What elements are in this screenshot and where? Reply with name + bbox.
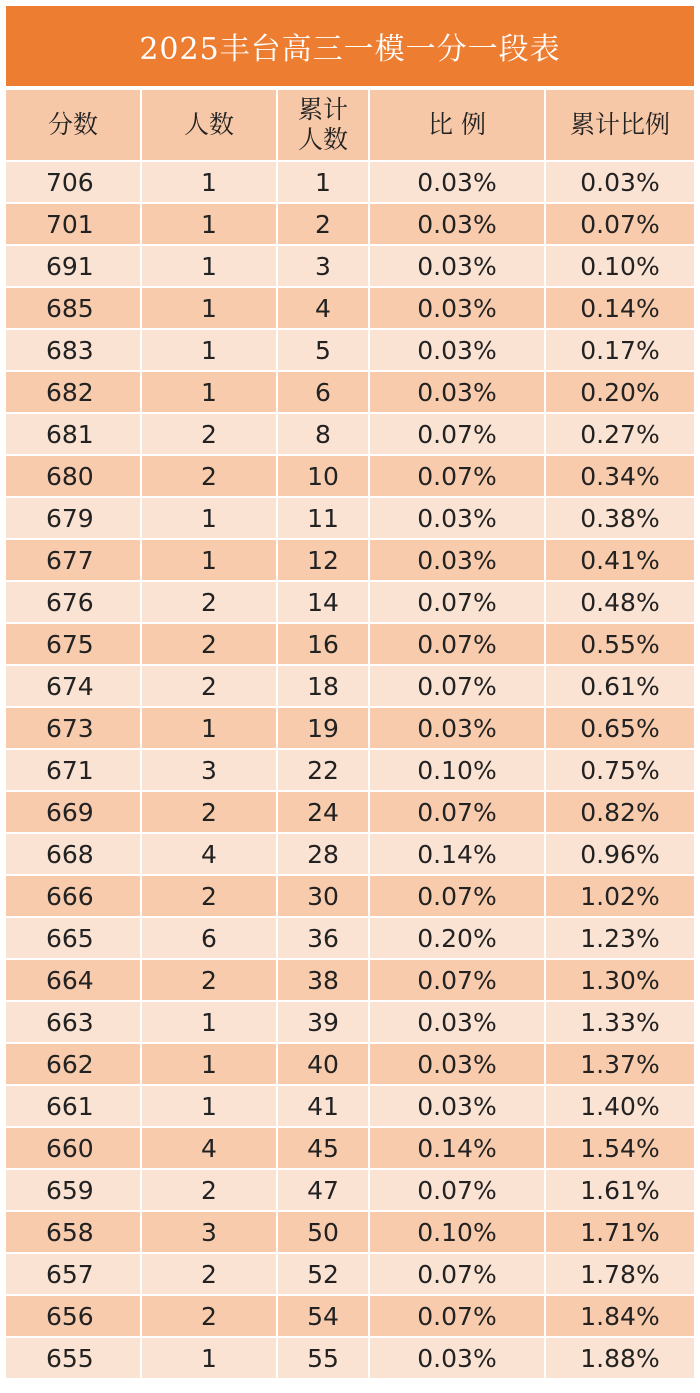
cell-cumulative: 38 [278,960,370,1002]
table-header [6,90,694,162]
cell-cumulative: 19 [278,708,370,750]
cell-count: 2 [142,1170,278,1212]
cell-score: 676 [6,582,142,624]
cell-score: 665 [6,918,142,960]
cell-count: 2 [142,960,278,1002]
cell-ratio: 0.03% [370,288,546,330]
cell-cumulative: 5 [278,330,370,372]
cell-cumulative-ratio: 0.34% [546,456,694,498]
cell-ratio: 0.03% [370,1338,546,1380]
table-row [6,1254,694,1296]
cell-ratio: 0.03% [370,204,546,246]
cell-count: 1 [142,246,278,288]
cell-count: 2 [142,624,278,666]
cell-cumulative-ratio: 1.40% [546,1086,694,1128]
table-row [6,1044,694,1086]
table-row [6,540,694,582]
cell-count: 1 [142,204,278,246]
cell-cumulative-ratio: 0.10% [546,246,694,288]
cell-count: 2 [142,582,278,624]
cell-cumulative-ratio: 1.30% [546,960,694,1002]
table-title: 2025丰台高三一模一分一段表 [6,6,694,86]
cell-ratio: 0.07% [370,414,546,456]
cell-score: 682 [6,372,142,414]
cell-score: 655 [6,1338,142,1380]
cell-cumulative: 28 [278,834,370,876]
cell-score: 669 [6,792,142,834]
cell-cumulative: 3 [278,246,370,288]
cell-score: 685 [6,288,142,330]
cell-count: 4 [142,1128,278,1170]
cell-score: 675 [6,624,142,666]
cell-score: 691 [6,246,142,288]
cell-cumulative-ratio: 0.14% [546,288,694,330]
table-row [6,876,694,918]
cell-ratio: 0.20% [370,918,546,960]
cell-ratio: 0.03% [370,330,546,372]
cell-ratio: 0.03% [370,372,546,414]
cell-score: 681 [6,414,142,456]
cell-count: 2 [142,1254,278,1296]
table-row [6,582,694,624]
cell-ratio: 0.03% [370,1086,546,1128]
cell-cumulative: 2 [278,204,370,246]
cell-cumulative: 22 [278,750,370,792]
cell-cumulative-ratio: 0.27% [546,414,694,456]
cell-cumulative: 16 [278,624,370,666]
cell-count: 2 [142,666,278,708]
header-cumulative-ratio: 累计比例 [546,90,694,162]
cell-score: 659 [6,1170,142,1212]
table-row [6,960,694,1002]
cell-count: 1 [142,498,278,540]
table-row [6,1086,694,1128]
cell-ratio: 0.07% [370,876,546,918]
cell-cumulative-ratio: 0.03% [546,162,694,204]
cell-score: 658 [6,1212,142,1254]
cell-count: 3 [142,1212,278,1254]
cell-cumulative-ratio: 1.54% [546,1128,694,1170]
cell-score: 706 [6,162,142,204]
table-body [6,162,694,1380]
cell-score: 660 [6,1128,142,1170]
cell-score: 701 [6,204,142,246]
cell-count: 2 [142,792,278,834]
cell-cumulative-ratio: 1.88% [546,1338,694,1380]
cell-count: 3 [142,750,278,792]
cell-score: 679 [6,498,142,540]
table-row [6,1338,694,1380]
cell-cumulative: 12 [278,540,370,582]
cell-cumulative-ratio: 0.75% [546,750,694,792]
cell-score: 674 [6,666,142,708]
cell-ratio: 0.10% [370,750,546,792]
cell-cumulative: 30 [278,876,370,918]
cell-count: 2 [142,1296,278,1338]
cell-score: 683 [6,330,142,372]
cell-score: 664 [6,960,142,1002]
cell-ratio: 0.14% [370,834,546,876]
cell-cumulative-ratio: 1.37% [546,1044,694,1086]
cell-cumulative: 47 [278,1170,370,1212]
cell-cumulative-ratio: 0.65% [546,708,694,750]
cell-cumulative: 50 [278,1212,370,1254]
cell-count: 2 [142,876,278,918]
cell-cumulative-ratio: 0.20% [546,372,694,414]
table-row [6,666,694,708]
cell-score: 677 [6,540,142,582]
cell-cumulative: 4 [278,288,370,330]
cell-count: 6 [142,918,278,960]
cell-score: 668 [6,834,142,876]
cell-cumulative: 1 [278,162,370,204]
header-cumulative-line2: 人数 [297,125,348,154]
cell-ratio: 0.07% [370,1254,546,1296]
cell-count: 2 [142,456,278,498]
cell-ratio: 0.07% [370,1170,546,1212]
cell-cumulative-ratio: 0.55% [546,624,694,666]
cell-ratio: 0.07% [370,960,546,1002]
cell-cumulative: 10 [278,456,370,498]
cell-score: 666 [6,876,142,918]
cell-cumulative: 41 [278,1086,370,1128]
cell-cumulative-ratio: 0.96% [546,834,694,876]
cell-score: 662 [6,1044,142,1086]
cell-cumulative: 52 [278,1254,370,1296]
table-row [6,414,694,456]
cell-count: 1 [142,1086,278,1128]
cell-cumulative-ratio: 1.84% [546,1296,694,1338]
cell-cumulative: 55 [278,1338,370,1380]
cell-cumulative-ratio: 1.61% [546,1170,694,1212]
cell-cumulative: 36 [278,918,370,960]
table-row [6,246,694,288]
cell-count: 1 [142,288,278,330]
table-row [6,288,694,330]
cell-ratio: 0.07% [370,666,546,708]
table-row [6,204,694,246]
cell-count: 1 [142,708,278,750]
cell-score: 656 [6,1296,142,1338]
cell-cumulative-ratio: 1.33% [546,1002,694,1044]
cell-ratio: 0.03% [370,1002,546,1044]
cell-cumulative-ratio: 0.17% [546,330,694,372]
cell-ratio: 0.07% [370,456,546,498]
cell-cumulative: 14 [278,582,370,624]
cell-ratio: 0.07% [370,1296,546,1338]
table-row [6,624,694,666]
cell-count: 1 [142,1044,278,1086]
cell-ratio: 0.03% [370,540,546,582]
table-row [6,834,694,876]
cell-ratio: 0.03% [370,1044,546,1086]
cell-ratio: 0.03% [370,162,546,204]
cell-cumulative-ratio: 0.48% [546,582,694,624]
cell-score: 673 [6,708,142,750]
table-row [6,1128,694,1170]
table-row [6,750,694,792]
cell-cumulative: 39 [278,1002,370,1044]
cell-cumulative-ratio: 0.82% [546,792,694,834]
cell-cumulative: 40 [278,1044,370,1086]
cell-cumulative: 18 [278,666,370,708]
table-row [6,1002,694,1044]
header-row [6,90,694,162]
table-row [6,1170,694,1212]
cell-score: 661 [6,1086,142,1128]
cell-score: 663 [6,1002,142,1044]
cell-cumulative-ratio: 0.41% [546,540,694,582]
table-row [6,792,694,834]
table-row [6,498,694,540]
cell-score: 657 [6,1254,142,1296]
cell-cumulative: 54 [278,1296,370,1338]
cell-ratio: 0.10% [370,1212,546,1254]
header-cumulative-line1: 累计 [297,95,348,124]
cell-cumulative-ratio: 1.02% [546,876,694,918]
cell-cumulative: 11 [278,498,370,540]
cell-ratio: 0.07% [370,582,546,624]
header-ratio: 比 例 [370,90,546,162]
cell-ratio: 0.03% [370,498,546,540]
cell-count: 1 [142,372,278,414]
header-count: 人数 [142,90,278,162]
cell-cumulative-ratio: 1.23% [546,918,694,960]
table-row [6,162,694,204]
header-cumulative [278,90,370,162]
cell-cumulative-ratio: 1.71% [546,1212,694,1254]
cell-cumulative: 45 [278,1128,370,1170]
cell-cumulative: 8 [278,414,370,456]
cell-count: 2 [142,414,278,456]
table-row [6,1296,694,1338]
cell-count: 1 [142,330,278,372]
score-distribution-table [6,90,694,1380]
cell-cumulative: 6 [278,372,370,414]
cell-cumulative-ratio: 0.38% [546,498,694,540]
header-score: 分数 [6,90,142,162]
table-row [6,918,694,960]
cell-score: 680 [6,456,142,498]
cell-cumulative-ratio: 1.78% [546,1254,694,1296]
table-row [6,456,694,498]
cell-ratio: 0.03% [370,246,546,288]
table-row [6,372,694,414]
cell-ratio: 0.14% [370,1128,546,1170]
cell-score: 671 [6,750,142,792]
cell-count: 1 [142,1002,278,1044]
table-row [6,708,694,750]
cell-cumulative-ratio: 0.07% [546,204,694,246]
cell-cumulative-ratio: 0.61% [546,666,694,708]
cell-cumulative: 24 [278,792,370,834]
cell-ratio: 0.07% [370,624,546,666]
cell-ratio: 0.03% [370,708,546,750]
cell-ratio: 0.07% [370,792,546,834]
table-row [6,330,694,372]
table-row [6,1212,694,1254]
cell-count: 1 [142,162,278,204]
cell-count: 4 [142,834,278,876]
cell-count: 1 [142,1338,278,1380]
cell-count: 1 [142,540,278,582]
